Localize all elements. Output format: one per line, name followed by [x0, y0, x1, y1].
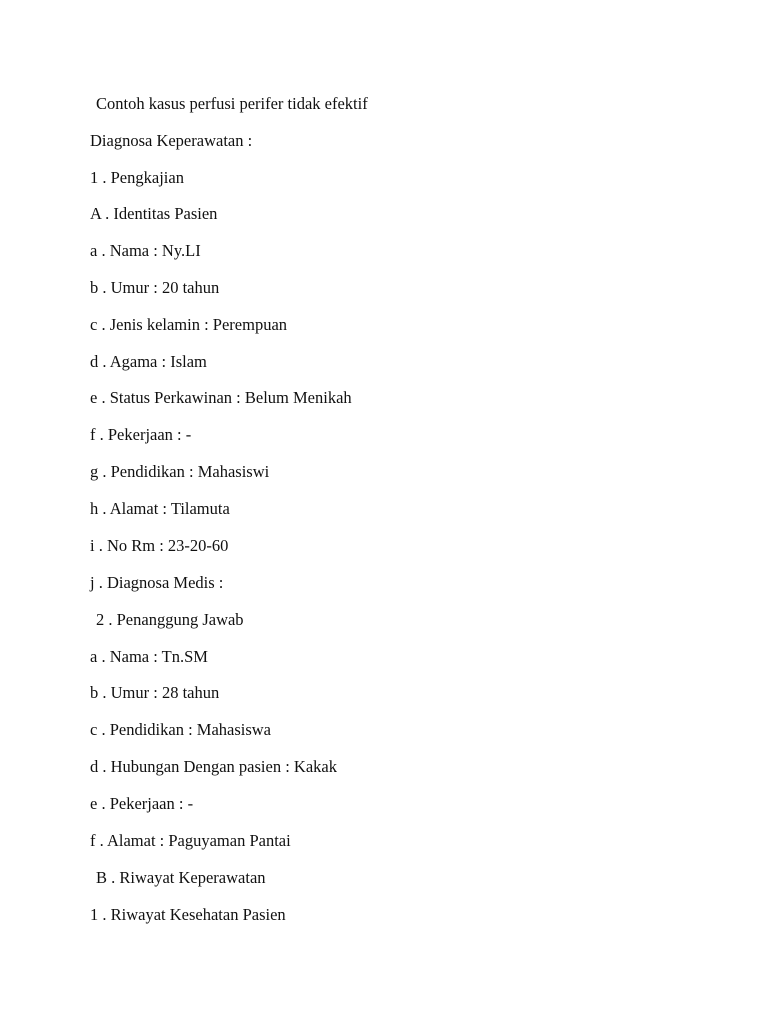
patient-occupation: f . Pekerjaan : - — [90, 425, 192, 444]
guarantor-occupation: e . Pekerjaan : - — [90, 794, 194, 813]
guarantor-relationship: d . Hubungan Dengan pasien : Kakak — [90, 757, 337, 776]
patient-education: g . Pendidikan : Mahasiswi — [90, 462, 270, 481]
guarantor-address: f . Alamat : Paguyaman Pantai — [90, 831, 291, 850]
nursing-history-heading: B . Riwayat Keperawatan — [96, 868, 266, 887]
patient-age: b . Umur : 20 tahun — [90, 278, 220, 297]
guarantor-name: a . Nama : Tn.SM — [90, 647, 208, 666]
guarantor-education: c . Pendidikan : Mahasiswa — [90, 720, 272, 739]
patient-name: a . Nama : Ny.LI — [90, 241, 201, 260]
patient-marital-status: e . Status Perkawinan : Belum Menikah — [90, 388, 352, 407]
patient-record-number: i . No Rm : 23-20-60 — [90, 536, 229, 555]
patient-medical-diagnosis: j . Diagnosa Medis : — [90, 573, 224, 592]
diagnosis-heading: Diagnosa Keperawatan : — [90, 131, 253, 150]
patient-identity-heading: A . Identitas Pasien — [90, 204, 218, 223]
document-title: Contoh kasus perfusi perifer tidak efektif — [96, 94, 368, 113]
patient-gender: c . Jenis kelamin : Perempuan — [90, 315, 288, 334]
patient-address: h . Alamat : Tilamuta — [90, 499, 230, 518]
patient-health-history-heading: 1 . Riwayat Kesehatan Pasien — [90, 905, 286, 924]
guarantor-age: b . Umur : 28 tahun — [90, 683, 220, 702]
guarantor-heading: 2 . Penanggung Jawab — [96, 610, 244, 629]
patient-religion: d . Agama : Islam — [90, 352, 207, 371]
section-pengkajian-heading: 1 . Pengkajian — [90, 168, 184, 187]
